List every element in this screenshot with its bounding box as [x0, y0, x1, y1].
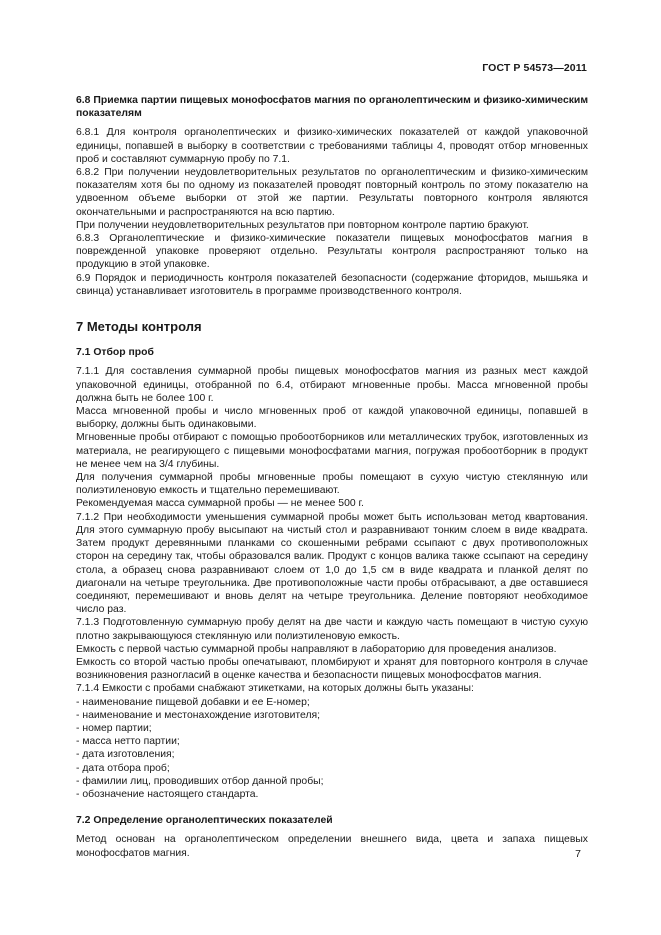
paragraph-6-8-1-text: 6.8.1 Для контроля органолептических и физико-химических показателей от каждой упаковочной единицы, попавшей в выборку в соответствии с требованиями таблицы 4, проводят отбор мгновенных проб и составляют суммарную пробу по 7.1.: [76, 127, 588, 165]
section-7-1-title: 7.1 Отбор проб: [76, 347, 154, 359]
paragraph-6-8-3: 6.8.3 Органолептические и физико-химические показатели пищевых монофосфатов магния в поврежденной упаковке проверяют отдельно. Результаты контроля распространяют только на продукцию в этой упаковке.: [76, 233, 588, 271]
list-item: - фамилии лиц, проводивших отбор данной пробы;: [76, 775, 324, 787]
paragraph-7-1-3-second-part: Емкость со второй частью пробы опечатывают, пломбируют и хранят для повторного контроля в случае возникновения разногласий в оценке качества и безопасности пищевых монофосфатов магния.: [76, 656, 588, 682]
paragraph-7-1-2: 7.1.2 При необходимости уменьшения суммарной пробы может быть использован метод квартования. Для этого суммарную пробу высыпают на чистый стол и разравнивают тонким слоем в виде квадрата. Затем продукт деревянными планками со скошенными ребрами ссыпают с двух противоположных сторон на середину так, чтобы образовался валик. Продукт с концов валика также ссыпают на середину стола, а образец снова разравнивают слоем от 1,0 до 1,5 см в виде квадрата и планкой делят по диагонали на четыре треугольника. Две противоположные части пробы отбрасывают, а две оставшиеся соединяют, перемешивают и вновь делят на четыре треугольника. Деление повторяют необходимое число раз.: [76, 511, 588, 616]
list-item: - масса нетто партии;: [76, 736, 180, 748]
list-item: - дата отбора проб;: [76, 762, 170, 774]
label-items-list: [76, 696, 588, 802]
list-item: - наименование пищевой добавки и ее Е-номер;: [76, 696, 310, 708]
list-item: - дата изготовления;: [76, 749, 175, 761]
section-7-2-title: 7.2 Определение органолептических показателей: [76, 815, 333, 827]
paragraph-6-8-2-reject: При получении неудовлетворительных результатов при повторном контроле партию бракуют.: [76, 219, 529, 231]
paragraph-7-1-1-recommended: Рекомендуемая масса суммарной пробы — не менее 500 г.: [76, 498, 364, 510]
section-7-title: 7 Методы контроля: [76, 319, 202, 335]
section-6-8-title: 6.8 Приемка партии пищевых монофосфатов магния по органолептическим и физико-химическим показателям: [76, 95, 588, 120]
paragraph-6-8-1: [76, 126, 588, 166]
paragraph-7-1-4: 7.1.4 Емкости с пробами снабжают этикетками, на которых должны быть указаны:: [76, 683, 474, 695]
paragraph-7-2: Метод основан на органолептическом определении внешнего вида, цвета и запаха пищевых монофосфатов магния.: [76, 834, 588, 859]
paragraph-6-9: 6.9 Порядок и периодичность контроля показателей безопасности (содержание фторидов, мышьяка и свинца) устанавливает изготовитель в программе производственного контроля.: [76, 272, 588, 297]
paragraph-7-1-1-mass: Масса мгновенной пробы и число мгновенных проб от каждой упаковочной единицы, попавшей в выборку, должны быть одинаковыми.: [76, 406, 588, 431]
list-item: - номер партии;: [76, 722, 152, 734]
page-content: [76, 94, 588, 860]
paragraph-6-8-2: 6.8.2 При получении неудовлетворительных результатов по органолептическим и физико-химическим показателям хотя бы по одному из показателей проводят повторный контроль по этому показателю на удвоенном объеме выборки от этой же партии. Результаты повторного контроля являются окончательными и распространяются на всю партию.: [76, 167, 588, 218]
paragraph-7-1-3-first-part: Емкость с первой частью суммарной пробы направляют в лабораторию для проведения анализов.: [76, 643, 557, 655]
standard-header: ГОСТ Р 54573—2011: [482, 62, 587, 74]
page-number: 7: [575, 848, 581, 860]
list-item: - обозначение настоящего стандарта.: [76, 788, 259, 800]
paragraph-7-1-3: 7.1.3 Подготовленную суммарную пробу делят на две части и каждую часть помещают в чистую сухую плотно закрывающуюся стеклянную или полиэтиленовую емкость.: [76, 617, 588, 642]
paragraph-7-1-1-combined: Для получения суммарной пробы мгновенные пробы помещают в сухую чистую стеклянную или полиэтиленовую емкость и тщательно перемешивают.: [76, 472, 588, 497]
list-item: - наименование и местонахождение изготовителя;: [76, 709, 321, 721]
paragraph-7-1-1-samplers: Мгновенные пробы отбирают с помощью пробоотборников или металлических трубок, изготовленных из материала, не реагирующего с пищевыми монофосфатами магния, погружая пробоотборник в продукт не менее чем на 3/4 глубины.: [76, 432, 588, 470]
paragraph-7-1-1: 7.1.1 Для составления суммарной пробы пищевых монофосфатов магния из разных мест каждой упаковочной единицы, отобранной по 6.4, отбирают мгновенные пробы. Масса мгновенной пробы должна быть не более 100 г.: [76, 366, 588, 404]
